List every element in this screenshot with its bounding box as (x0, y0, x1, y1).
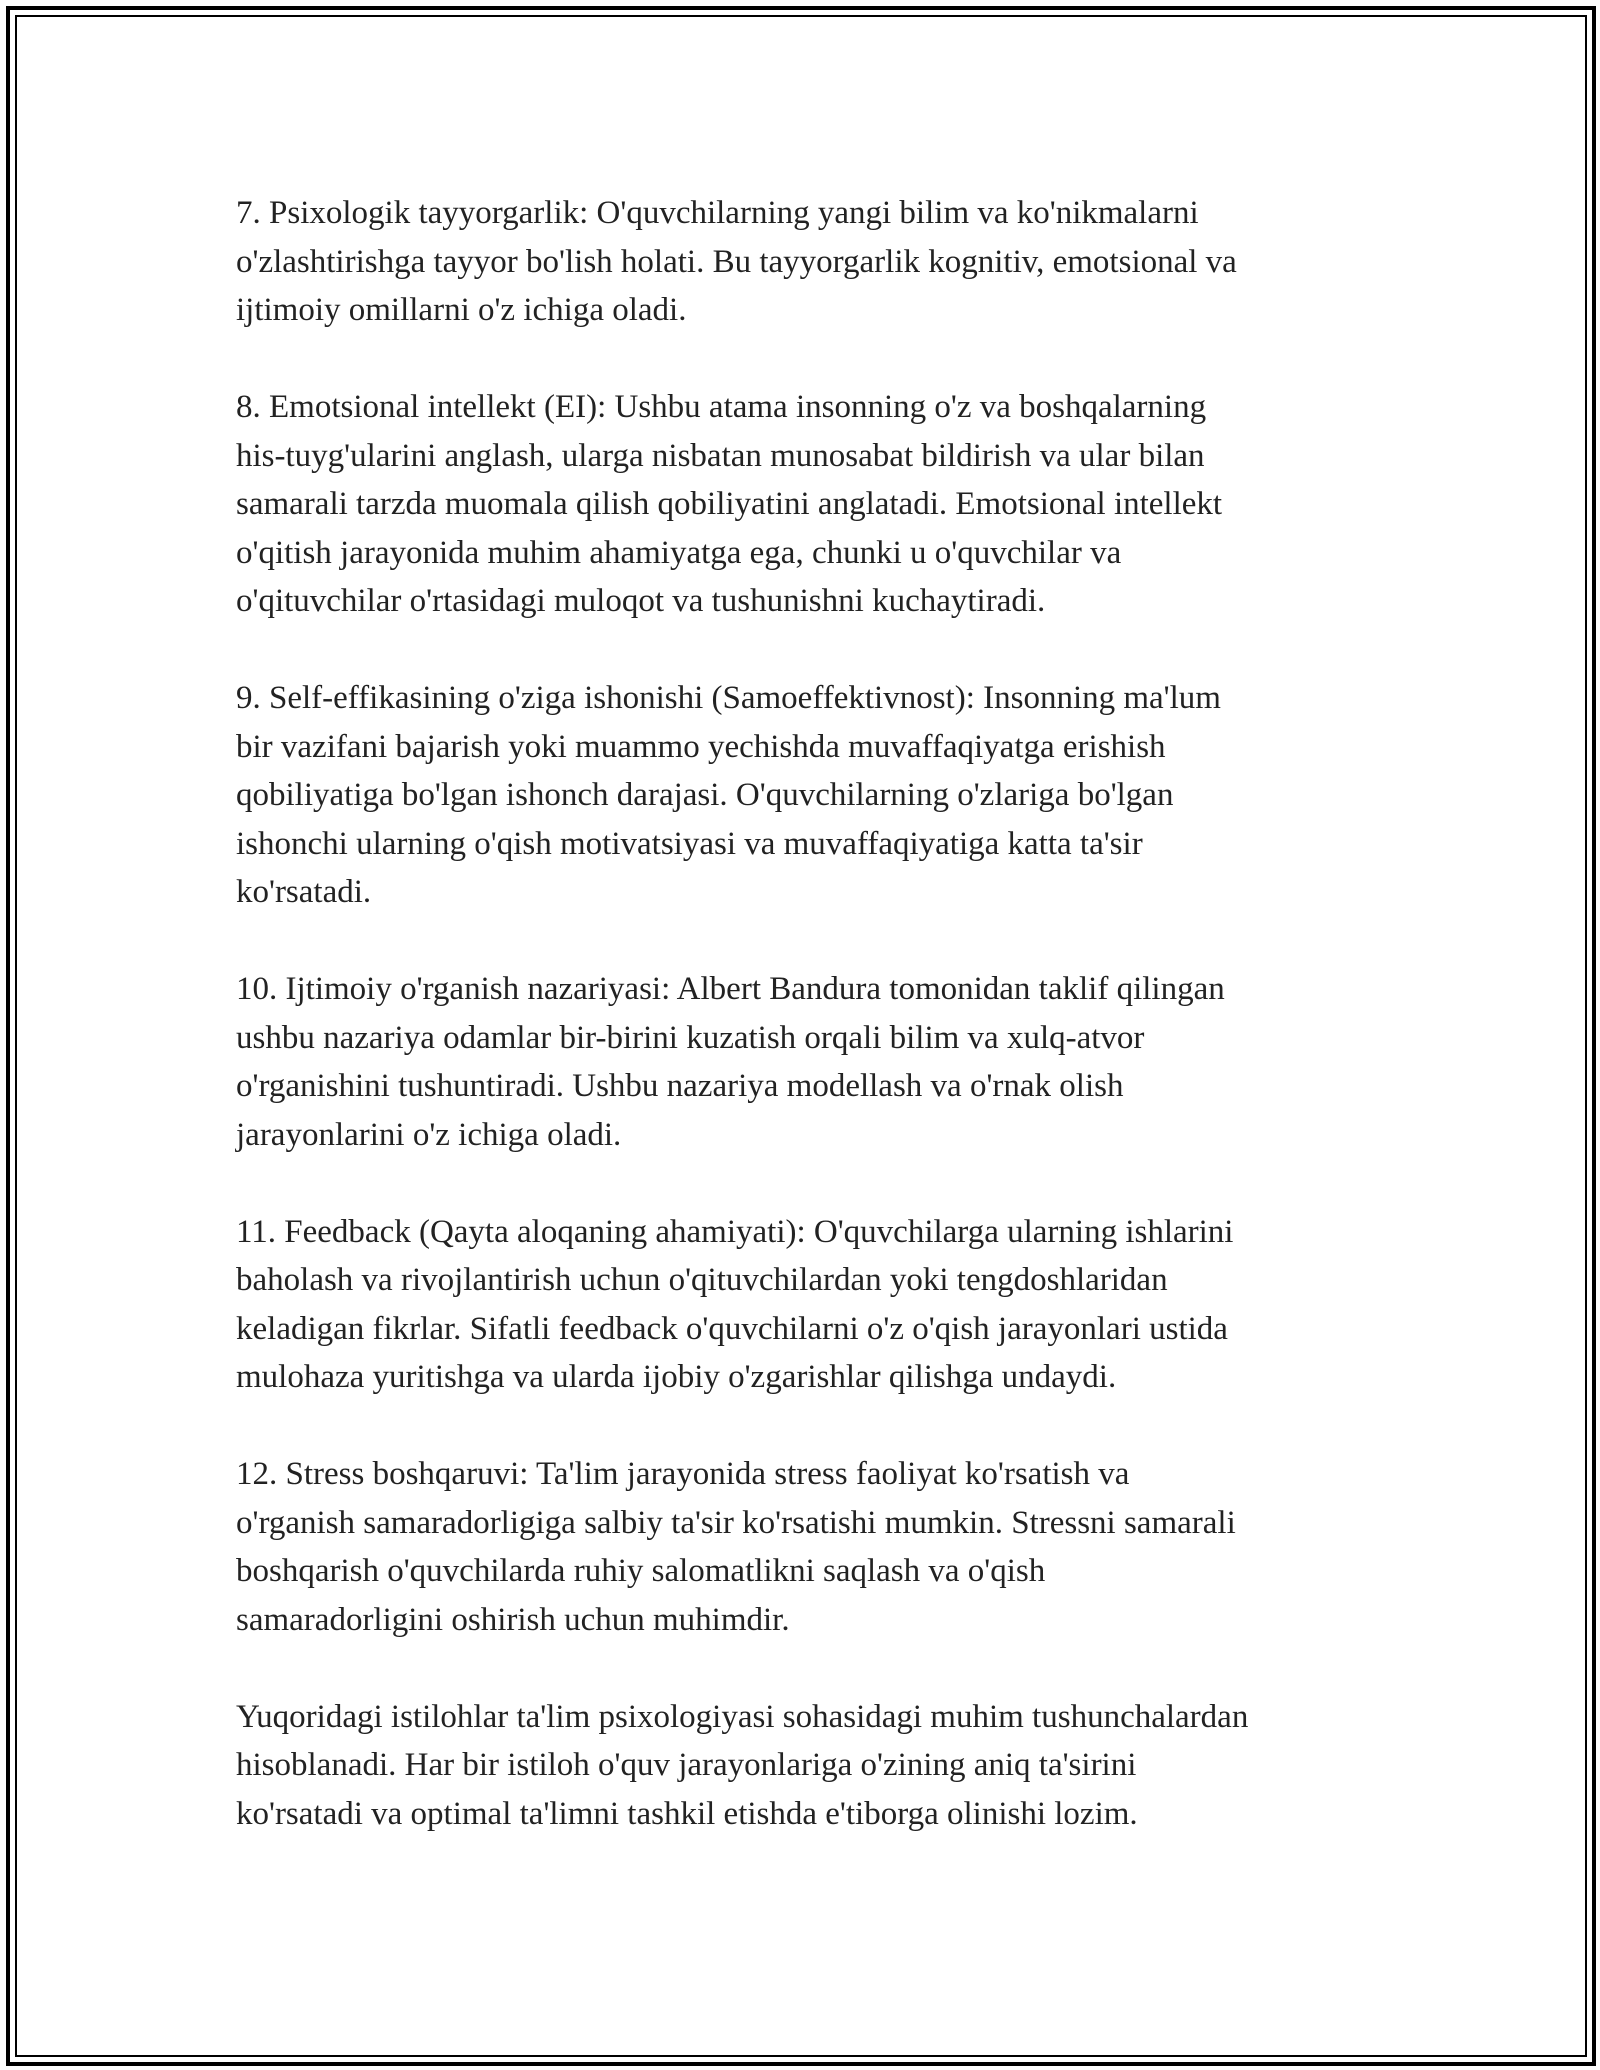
paragraph-conclusion: Yuqoridagi istilohlar ta'lim psixologiyasi sohasidagi muhim tushunchalardan hisoblanadi. Har bir istiloh o'quv jarayonlariga o'zining aniq ta'sirini ko'rsatadi va optimal ta'limni tashkil etishda e'tiborga olinishi lozim. (236, 1698, 1249, 1832)
paragraph-feedback: 11. Feedback (Qayta aloqaning ahamiyati): O'quvchilarga ularning ishlarini baholash va rivojlantirish uchun o'qituvchilardan yoki tengdoshlaridan keladigan fikrlar. Sifatli feedback o'quvchilarni o'z o'qish jarayonlari ustida mulohaza yuritishga va ularda ijobiy o'zgarishlar qilishga undaydi. (236, 1213, 1234, 1395)
paragraph-emotsional-intellekt: 8. Emotsional intellekt (EI): Ushbu atama insonning o'z va boshqalarning his-tuyg'ularini anglash, ularga nisbatan munosabat bildirish va ular bilan samarali tarzda muomala qilish qobiliyatini anglatadi. Emotsional intellekt o'qitish jarayonida muhim ahamiyatga ega, chunki u o'quvchilar va o'qituvchilar o'rtasidagi muloqot va tushunishni kuchaytiradi. (236, 389, 1223, 619)
paragraph-psixologik-tayyorgarlik: 7. Psixologik tayyorgarlik: O'quvchilarning yangi bilim va ko'nikmalarni o'zlashtirishga tayyor bo'lish holati. Bu tayyorgarlik kognitiv, emotsional va ijtimoiy omillarni o'z ichiga oladi. (236, 195, 1237, 328)
paragraph-ijtimoiy-organish: 10. Ijtimoiy o'rganish nazariyasi: Albert Bandura tomonidan taklif qilingan ushbu nazariya odamlar bir-birini kuzatish orqali bilim va xulq-atvor o'rganishini tushuntiradi. Ushbu nazariya modellash va o'rnak olish jarayonlarini o'z ichiga oladi. (236, 971, 1225, 1153)
paragraph-stress-boshqaruvi: 12. Stress boshqaruvi: Ta'lim jarayonida stress faoliyat ko'rsatish va o'rganish samaradorligiga salbiy ta'sir ko'rsatishi mumkin. Stressni samarali boshqarish o'quvchilarda ruhiy salomatlikni saqlash va o'qish samaradorligini oshirish uchun muhimdir. (236, 1456, 1236, 1638)
paragraph-self-effikasi: 9. Self-effikasining o'ziga ishonishi (Samoeffektivnost): Insonning ma'lum bir vazifani bajarish yoki muammo yechishda muvaffaqiyatga erishish qobiliyatiga bo'lgan ishonch darajasi. O'quvchilarning o'zlariga bo'lgan ishonchi ularning o'qish motivatsiyasi va muvaffaqiyatiga katta ta'sir ko'rsatadi. (236, 680, 1221, 910)
document-body (236, 189, 1396, 1887)
